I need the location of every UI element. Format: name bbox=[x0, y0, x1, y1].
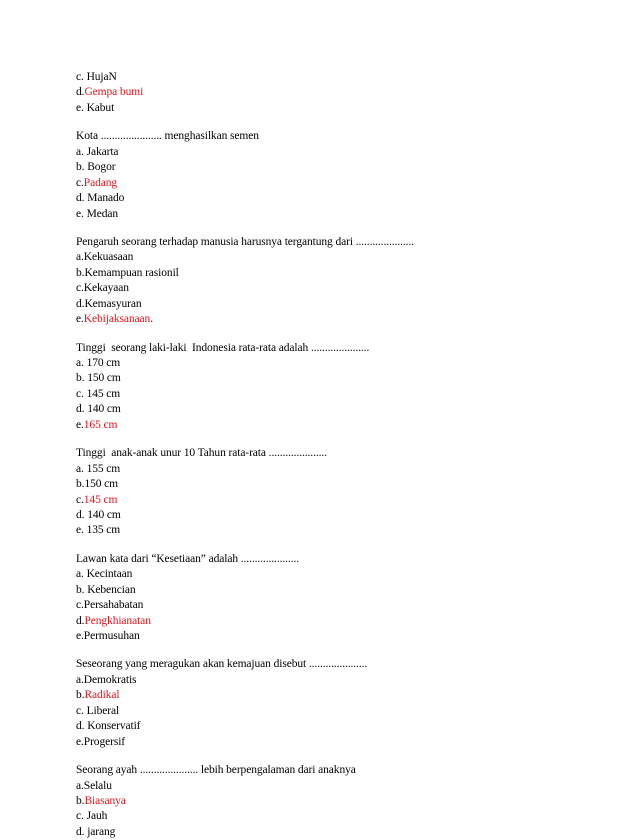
answer-text: Radikal bbox=[84, 689, 120, 702]
option-prefix: d. bbox=[76, 614, 85, 627]
option-prefix: a. bbox=[76, 779, 84, 792]
option-line bbox=[76, 418, 576, 433]
question-text: Seorang ayah ..................... lebih berpengalaman dari anaknya bbox=[76, 764, 356, 777]
option-text: Manado bbox=[87, 192, 125, 205]
option-line bbox=[76, 477, 576, 492]
option-text: Kabut bbox=[86, 101, 115, 114]
option-prefix: a. bbox=[76, 357, 87, 369]
option-line bbox=[76, 176, 576, 191]
option-prefix: e. bbox=[76, 418, 84, 431]
answer-text: 145 cm bbox=[83, 493, 118, 506]
option-line bbox=[76, 297, 576, 312]
option-text: HujaN bbox=[86, 71, 117, 83]
option-text: Permusuhan bbox=[83, 630, 140, 642]
option-prefix: e. bbox=[76, 735, 84, 748]
option-line bbox=[76, 493, 576, 508]
option-line bbox=[76, 250, 576, 265]
answer-text: Padang bbox=[83, 176, 118, 189]
option-prefix: e. bbox=[76, 630, 84, 642]
option-prefix: d. bbox=[76, 508, 88, 521]
option-line bbox=[76, 779, 576, 794]
option-prefix: d. bbox=[76, 86, 85, 99]
answer-text: Biasanya bbox=[84, 794, 126, 807]
option-text: jarang bbox=[87, 825, 116, 838]
option-line bbox=[76, 794, 576, 809]
option-line bbox=[76, 583, 576, 598]
option-line bbox=[76, 312, 576, 327]
option-line bbox=[76, 614, 576, 629]
question-block bbox=[76, 446, 576, 539]
option-text: 145 cm bbox=[86, 387, 121, 400]
answer-text: Gempa bumi bbox=[84, 86, 144, 99]
question-block bbox=[76, 552, 576, 645]
option-line bbox=[76, 371, 576, 386]
option-text: Kekuasaan bbox=[83, 251, 134, 264]
option-prefix: e. bbox=[76, 207, 87, 220]
option-prefix: b. bbox=[76, 689, 85, 702]
option-prefix: c. bbox=[76, 387, 87, 400]
question-text: Tinggi seorang laki-laki Indonesia rata-rata adalah ..................... bbox=[76, 341, 370, 354]
answer-text: Kebijaksanaan bbox=[83, 313, 151, 326]
option-text: Jakarta bbox=[86, 145, 119, 158]
option-text: 150 cm bbox=[87, 372, 121, 385]
option-line bbox=[76, 825, 576, 840]
option-text: Kemampuan rasionil bbox=[84, 266, 179, 279]
option-prefix: d. bbox=[76, 297, 85, 310]
option-prefix: b. bbox=[76, 478, 85, 491]
question-block bbox=[76, 235, 576, 328]
option-prefix: d. bbox=[76, 825, 88, 838]
intro-options bbox=[76, 70, 576, 116]
option-prefix: d. bbox=[76, 720, 88, 733]
question-text: Pengaruh seorang terhadap manusia harusnya tergantung dari ..................... bbox=[76, 235, 414, 248]
option-line bbox=[76, 160, 576, 175]
answer-text: Pengkhianatan bbox=[84, 614, 151, 627]
option-text: 140 cm bbox=[87, 508, 121, 521]
option-text: Demokratis bbox=[83, 673, 137, 686]
option-prefix: b. bbox=[76, 372, 88, 385]
option-line bbox=[76, 735, 576, 750]
option-text: Selalu bbox=[83, 779, 112, 792]
option-prefix: b. bbox=[76, 583, 88, 596]
option-line bbox=[76, 629, 576, 644]
option-line bbox=[76, 356, 576, 371]
option-prefix: a. bbox=[76, 568, 87, 581]
option-text: 155 cm bbox=[86, 462, 121, 475]
option-line bbox=[76, 387, 576, 402]
option-text: Liberal bbox=[86, 704, 120, 717]
question-block bbox=[76, 763, 576, 840]
option-line bbox=[76, 191, 576, 206]
option-prefix: a. bbox=[76, 145, 87, 158]
quiz-document bbox=[76, 70, 576, 840]
option-prefix: d. bbox=[76, 403, 88, 416]
option-line bbox=[76, 523, 576, 538]
answer-text: 165 cm bbox=[83, 418, 118, 431]
option-prefix: a. bbox=[76, 251, 84, 264]
option-prefix: c. bbox=[76, 810, 87, 823]
option-prefix: a. bbox=[76, 673, 84, 686]
option-text: Medan bbox=[86, 207, 118, 220]
option-prefix: a. bbox=[76, 462, 87, 475]
option-prefix: e. bbox=[76, 524, 87, 537]
option-text: 140 cm bbox=[87, 403, 121, 416]
option-line bbox=[76, 719, 576, 734]
option-line bbox=[76, 281, 576, 296]
option-line bbox=[76, 704, 576, 719]
question-block bbox=[76, 341, 576, 434]
option-line bbox=[76, 673, 576, 688]
option-line bbox=[76, 70, 576, 85]
option-text: Jauh bbox=[86, 810, 108, 823]
option-prefix: c. bbox=[76, 599, 84, 612]
option-line bbox=[76, 508, 576, 523]
option-text: 135 cm bbox=[86, 524, 121, 537]
question-block bbox=[76, 129, 576, 222]
option-line bbox=[76, 85, 576, 100]
option-line bbox=[76, 266, 576, 281]
option-prefix: d. bbox=[76, 192, 88, 205]
option-line bbox=[76, 567, 576, 582]
option-text: Kemasyuran bbox=[84, 297, 142, 310]
question-text: Kota ...................... menghasilkan semen bbox=[76, 130, 259, 143]
option-text: Kecintaan bbox=[86, 568, 133, 581]
option-line bbox=[76, 688, 576, 703]
option-prefix: c. bbox=[76, 704, 87, 717]
option-text: Kebencian bbox=[87, 583, 136, 596]
option-prefix: b. bbox=[76, 266, 85, 279]
option-line bbox=[76, 101, 576, 116]
option-prefix: b. bbox=[76, 161, 88, 174]
option-suffix: . bbox=[150, 313, 153, 326]
option-text: Progersif bbox=[83, 735, 126, 748]
option-prefix: e. bbox=[76, 313, 84, 326]
question-text: Lawan kata dari “Kesetiaan” adalah ..................... bbox=[76, 552, 300, 565]
option-line bbox=[76, 402, 576, 417]
question-block bbox=[76, 657, 576, 750]
option-line bbox=[76, 598, 576, 613]
option-text: Bogor bbox=[87, 161, 116, 174]
option-line bbox=[76, 207, 576, 222]
option-prefix: c. bbox=[76, 71, 87, 83]
option-prefix: c. bbox=[76, 493, 84, 506]
option-prefix: c. bbox=[76, 176, 84, 189]
option-line bbox=[76, 462, 576, 477]
option-text: 170 cm bbox=[86, 357, 121, 369]
option-prefix: b. bbox=[76, 794, 85, 807]
option-line bbox=[76, 809, 576, 824]
option-text: Persahabatan bbox=[83, 599, 144, 612]
option-text: Kekayaan bbox=[83, 282, 129, 295]
question-text: Tinggi anak-anak unur 10 Tahun rata-rata ..................... bbox=[76, 447, 327, 460]
question-text: Seseorang yang meragukan akan kemajuan disebut ..................... bbox=[76, 658, 368, 671]
option-prefix: c. bbox=[76, 282, 84, 295]
option-line bbox=[76, 145, 576, 160]
option-text: 150 cm bbox=[84, 478, 119, 491]
option-text: Konservatif bbox=[87, 720, 141, 733]
option-prefix: e. bbox=[76, 101, 87, 114]
